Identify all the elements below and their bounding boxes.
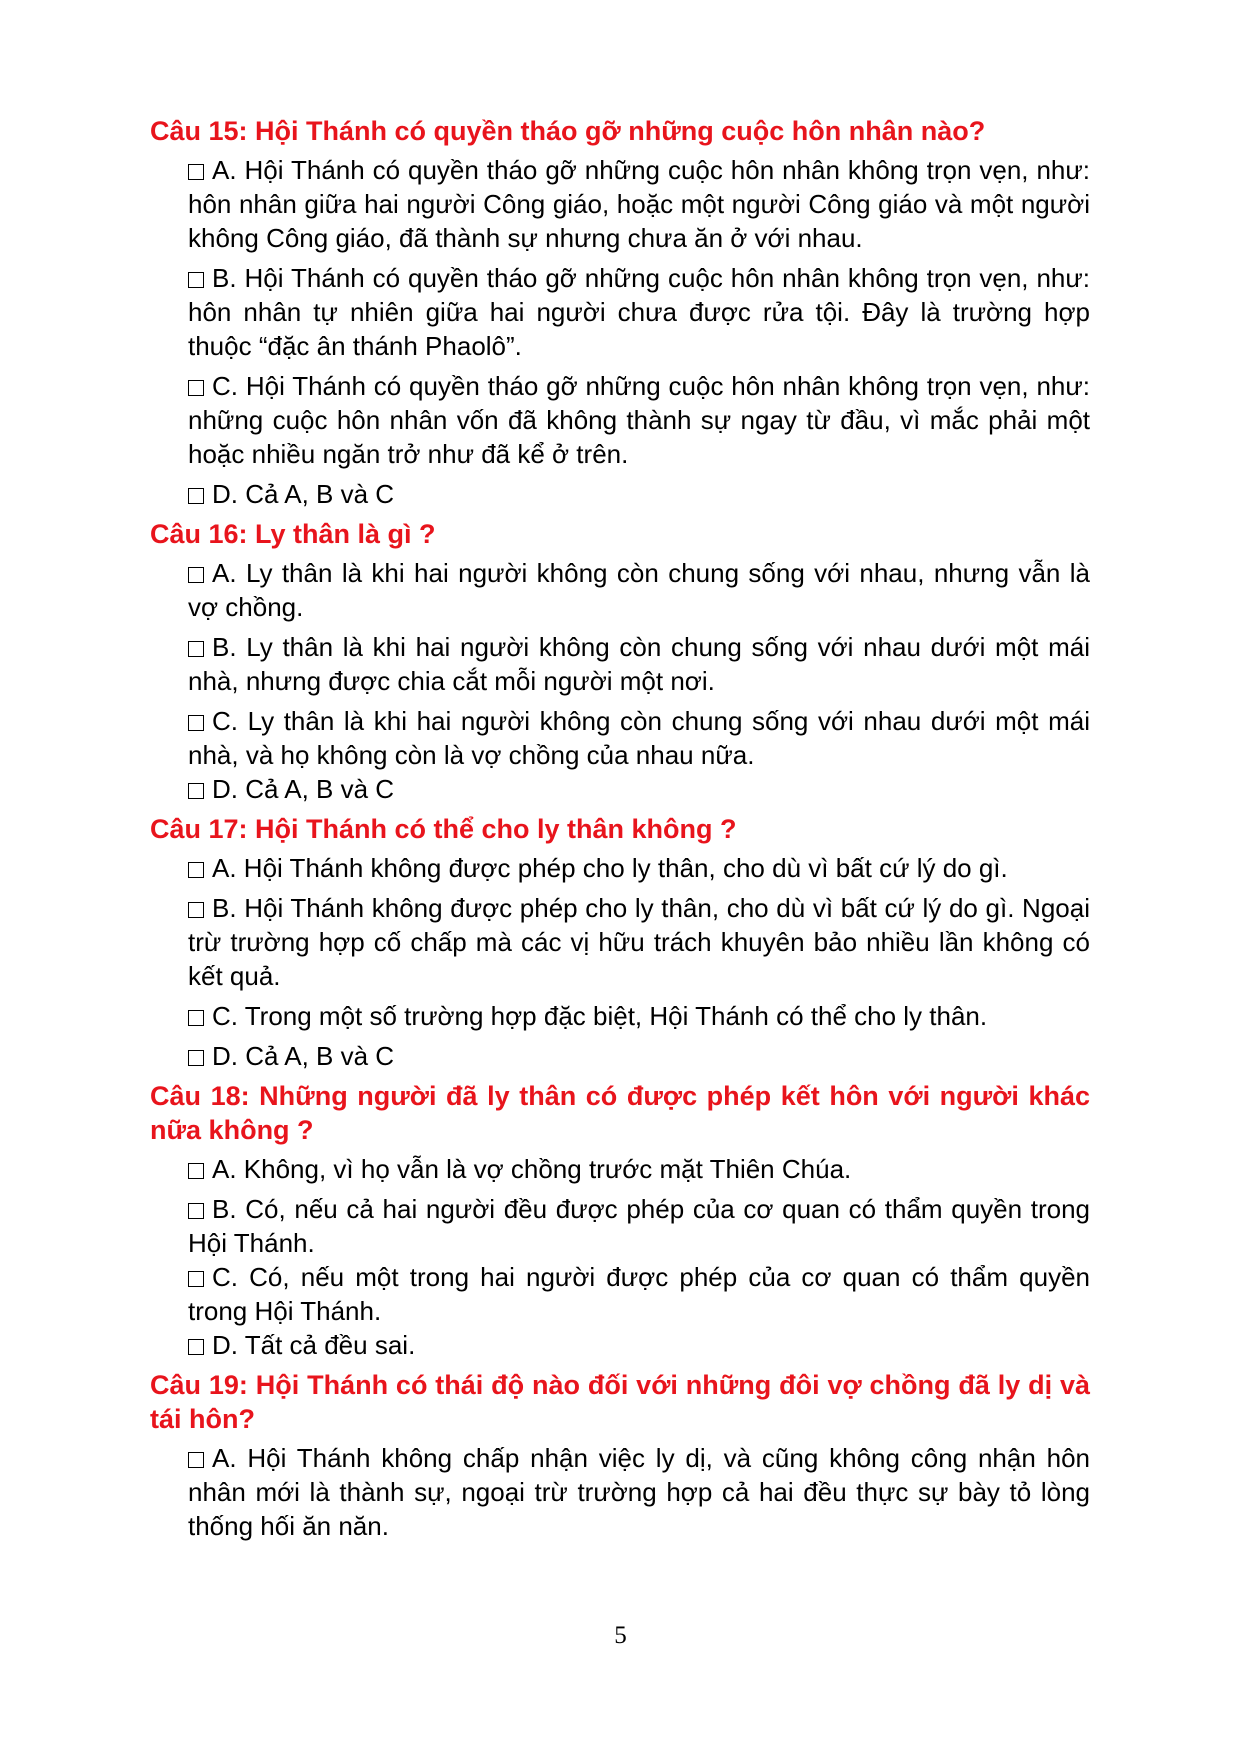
option-text: A. Không, vì họ vẫn là vợ chồng trước mặt Thiên Chúa.	[212, 1154, 852, 1184]
checkbox-icon[interactable]	[188, 164, 204, 180]
answer-option[interactable]	[188, 999, 1090, 1033]
checkbox-icon[interactable]	[188, 902, 204, 918]
answer-option[interactable]	[188, 772, 1090, 806]
checkbox-icon[interactable]	[188, 641, 204, 657]
option-text: B. Hội Thánh có quyền tháo gỡ những cuộc hôn nhân không trọn vẹn, như: hôn nhân tự nhiên giữa hai người chưa được rửa tội. Đây là trường hợp thuộc “đặc ân thánh Phaolô”.	[188, 263, 1090, 361]
question-15	[150, 114, 1090, 511]
question-17	[150, 812, 1090, 1073]
question-title: Câu 17: Hội Thánh có thể cho ly thân không ?	[150, 814, 737, 844]
option-text: A. Hội Thánh không chấp nhận việc ly dị, và cũng không công nhận hôn nhân mới là thành sự, ngoại trừ trường hợp cả hai đều thực sự bày tỏ lòng thống hối ăn năn.	[188, 1443, 1090, 1541]
option-text: C. Hội Thánh có quyền tháo gỡ những cuộc hôn nhân không trọn vẹn, như: những cuộc hôn nhân vốn đã không thành sự ngay từ đầu, vì mắc phải một hoặc nhiều ngăn trở như đã kể ở trên.	[188, 371, 1090, 469]
checkbox-icon[interactable]	[188, 1203, 204, 1219]
checkbox-icon[interactable]	[188, 1339, 204, 1355]
option-text: D. Cả A, B và C	[212, 774, 395, 804]
answer-option[interactable]	[188, 556, 1090, 624]
page-number: 5	[614, 1622, 627, 1649]
option-text: C. Có, nếu một trong hai người được phép của cơ quan có thẩm quyền trong Hội Thánh.	[188, 1262, 1090, 1326]
answer-option[interactable]	[188, 1039, 1090, 1073]
answer-option[interactable]	[188, 1152, 1090, 1186]
checkbox-icon[interactable]	[188, 272, 204, 288]
checkbox-icon[interactable]	[188, 1050, 204, 1066]
checkbox-icon[interactable]	[188, 862, 204, 878]
answer-option[interactable]	[188, 1441, 1090, 1543]
answer-option[interactable]	[188, 891, 1090, 993]
answer-option[interactable]	[188, 153, 1090, 255]
option-text: C. Ly thân là khi hai người không còn chung sống với nhau dưới một mái nhà, và họ không còn là vợ chồng của nhau nữa.	[188, 706, 1090, 770]
option-text: D. Cả A, B và C	[212, 1041, 395, 1071]
checkbox-icon[interactable]	[188, 1271, 204, 1287]
option-text: B. Hội Thánh không được phép cho ly thân, cho dù vì bất cứ lý do gì. Ngoại trừ trường hợp cố chấp mà các vị hữu trách khuyên bảo nhiều lần không có kết quả.	[188, 893, 1090, 991]
answer-option[interactable]	[188, 630, 1090, 698]
option-text: A. Hội Thánh có quyền tháo gỡ những cuộc hôn nhân không trọn vẹn, như: hôn nhân giữa hai người Công giáo, hoặc một người Công giáo và một người không Công giáo, đã thành sự nhưng chưa ăn ở với nhau.	[188, 155, 1090, 253]
option-text: B. Có, nếu cả hai người đều được phép của cơ quan có thẩm quyền trong Hội Thánh.	[188, 1194, 1090, 1258]
question-title: Câu 18: Những người đã ly thân có được phép kết hôn với người khác nữa không ?	[150, 1081, 1090, 1145]
checkbox-icon[interactable]	[188, 488, 204, 504]
answer-option[interactable]	[188, 261, 1090, 363]
checkbox-icon[interactable]	[188, 715, 204, 731]
answer-option[interactable]	[188, 704, 1090, 772]
option-text: D. Cả A, B và C	[212, 479, 395, 509]
option-text: D. Tất cả đều sai.	[212, 1330, 416, 1360]
question-18	[150, 1079, 1090, 1362]
checkbox-icon[interactable]	[188, 1010, 204, 1026]
answer-option[interactable]	[188, 1192, 1090, 1260]
checkbox-icon[interactable]	[188, 1163, 204, 1179]
question-title: Câu 19: Hội Thánh có thái độ nào đối với những đôi vợ chồng đã ly dị và tái hôn?	[150, 1370, 1090, 1434]
question-19	[150, 1368, 1090, 1543]
option-text: C. Trong một số trường hợp đặc biệt, Hội Thánh có thể cho ly thân.	[212, 1001, 988, 1031]
checkbox-icon[interactable]	[188, 783, 204, 799]
question-title: Câu 15: Hội Thánh có quyền tháo gỡ những cuộc hôn nhân nào?	[150, 116, 986, 146]
checkbox-icon[interactable]	[188, 567, 204, 583]
answer-option[interactable]	[188, 851, 1090, 885]
page-content	[150, 114, 1090, 1549]
answer-option[interactable]	[188, 369, 1090, 471]
answer-option[interactable]	[188, 1260, 1090, 1328]
question-16	[150, 517, 1090, 806]
option-text: A. Ly thân là khi hai người không còn chung sống với nhau, nhưng vẫn là vợ chồng.	[188, 558, 1090, 622]
checkbox-icon[interactable]	[188, 380, 204, 396]
checkbox-icon[interactable]	[188, 1452, 204, 1468]
answer-option[interactable]	[188, 1328, 1090, 1362]
option-text: B. Ly thân là khi hai người không còn chung sống với nhau dưới một mái nhà, nhưng được chia cắt mỗi người một nơi.	[188, 632, 1090, 696]
question-title: Câu 16: Ly thân là gì ?	[150, 519, 436, 549]
option-text: A. Hội Thánh không được phép cho ly thân, cho dù vì bất cứ lý do gì.	[212, 853, 1008, 883]
answer-option[interactable]	[188, 477, 1090, 511]
